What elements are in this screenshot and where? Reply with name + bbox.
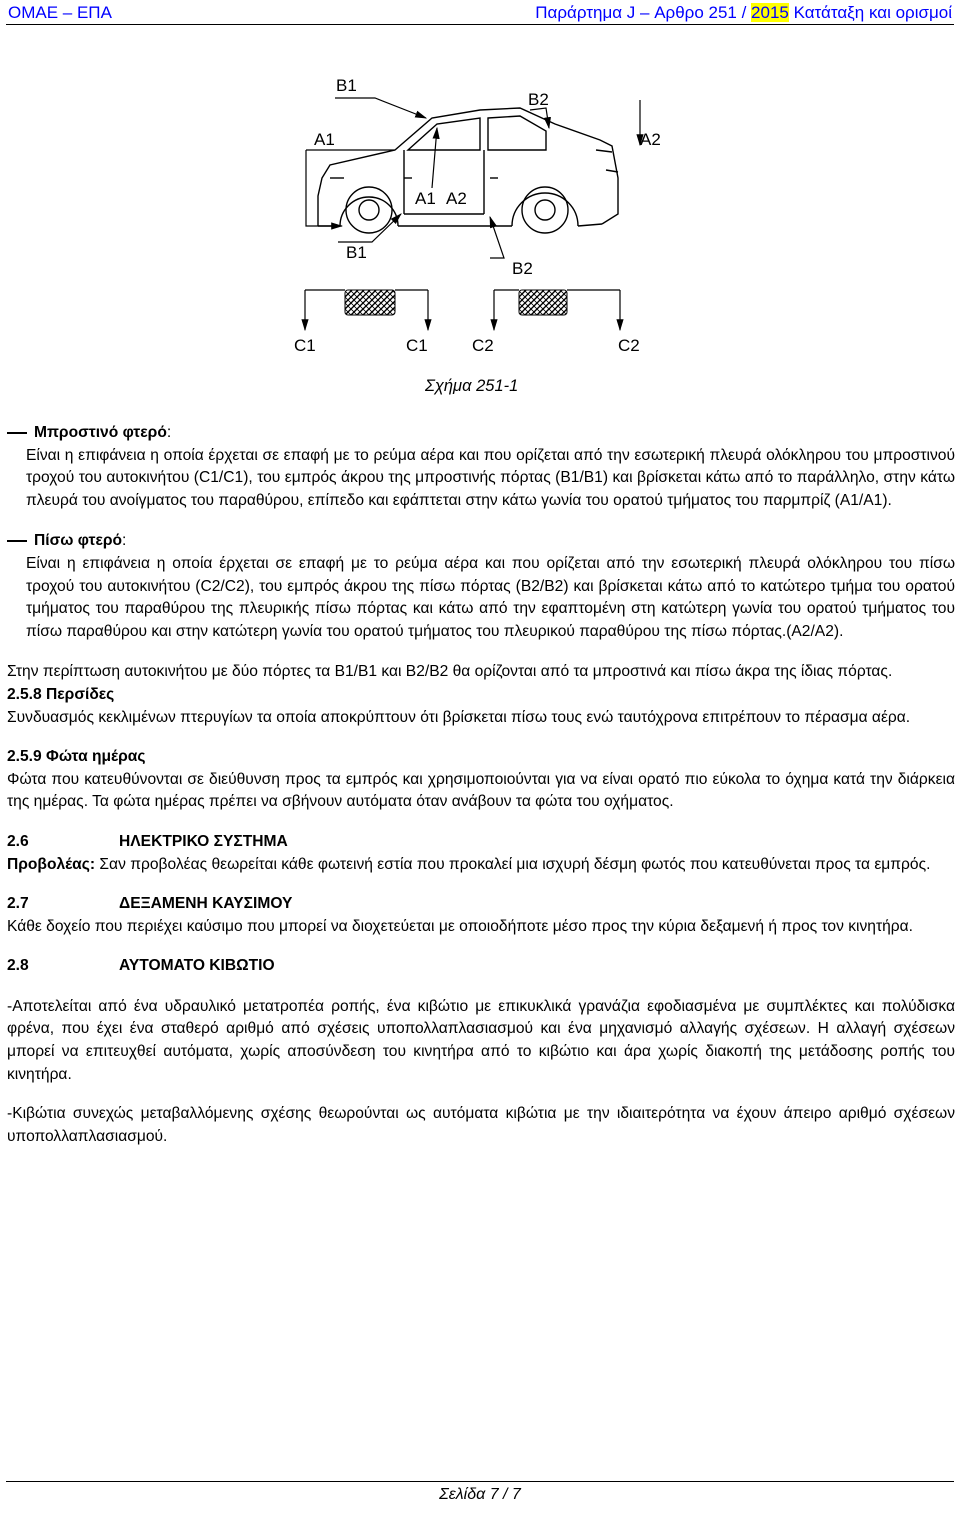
- label-c2-b: C2: [618, 336, 640, 355]
- figure-caption: Σχήμα 251-1: [425, 377, 519, 395]
- label-b2-low: B2: [512, 259, 533, 278]
- section-number: 2.6: [7, 832, 29, 850]
- section-2-5-8: [7, 684, 955, 729]
- section-2-7: [7, 893, 955, 938]
- definition-term: Πίσω φτερό: [34, 532, 123, 550]
- definition-rear-fender: Πίσω φτερό: Είναι η επιφάνεια η οποία έρχεται σε επαφή με το ρεύμα αέρα και που ορίζεται από την εσωτερική πλευρά ολόκληρου του πίσω τροχού του αυτοκινήτου (C2/C2), του εμπρός άκρου της πίσω πόρτας (B2/B2) και βρίσκεται κάτω από το κατώτερο τμήμα του ορατού τμήματος του παραθύρου της πλευρικής πίσω πόρτας και κάτω από την εφαπτομένη στη κατώτερη γωνία του ορατού τμήματος του πίσω παραθύρου και στην κατώτερη γωνία του ορατού τμήματος του πλευρικού παραθύρου της πίσω πόρτας.(A2/A2).: [7, 530, 955, 643]
- definition-term: Μπροστινό φτερό: [34, 424, 167, 441]
- label-c1-b: C1: [406, 336, 428, 355]
- header-org: ΟΜΑΕ – ΕΠΑ: [8, 3, 112, 22]
- header-annex: Παράρτημα J – Αρθρο 251 /: [535, 3, 752, 22]
- section-number: 2.8: [7, 957, 29, 975]
- section-text: -Αποτελείται από ένα υδραυλικό μετατροπέα ροπής, ένα κιβώτιο με επικυκλικά γρανάζια εφοδιασμένα με συμπλέκτες και πολύδισκα φρένα, που έχει ένα σταθερό αριθμό από σχέσεις υποπολλαπλασιασμού και ένα μηχανισμό αλλαγής σχέσεων. Η αλλαγή σχέσεων μπορεί να επιτευχθεί αυτόματα, χωρίς αποσύνδεση του κινητήρα από το κιβώτιο και άρα χωρίς διακοπή της μετάδοσης ροπής του κινητήρα.: [7, 997, 955, 1083]
- section-text: -Κιβώτια συνεχώς μεταβαλλόμενης σχέσης θεωρούνται ως αυτόματα κιβώτια με την ιδιαιτερότητα να έχουν άπειρο αριθμό σχέσεων υποπολλαπλασιασμού.: [7, 1105, 955, 1145]
- section-2-6: [7, 831, 955, 876]
- section-title: ΑΥΤΟΜΑΤΟ ΚΙΒΩΤΙΟ: [119, 957, 275, 975]
- section-term: Προβολέας:: [7, 855, 96, 873]
- section-2-8: [7, 955, 955, 1148]
- label-b1-low: B1: [346, 243, 367, 262]
- section-text: Φώτα που κατευθύνονται σε διεύθυνση προς τα εμπρός και χρησιμοποιούνται για να είναι ορατό πιο εύκολα το όχημα κατά την διάρκεια της ημέρας. Τα φώτα ημέρας πρέπει να σβήνουν αυτόματα όταν ανάβουν τα φώτα του οχήματος.: [7, 770, 955, 811]
- label-c2-a: C2: [472, 336, 494, 355]
- label-a2-right: A2: [640, 130, 661, 149]
- section-2-5-9: [7, 746, 955, 814]
- section-number: 2.7: [7, 895, 29, 913]
- definition-text: Είναι η επιφάνεια η οποία έρχεται σε επαφή με το ρεύμα αέρα και που ορίζεται από την εσωτερική πλευρά ολόκληρου του πίσω τροχού του αυτοκινήτου (C2/C2), του εμπρός άκρου της πίσω πόρτας (B2/B2) και βρίσκεται κάτω από το κατώτερο τμήμα του ορατού τμήματος του παραθύρου της πλευρικής πίσω πόρτας και κάτω από την εφαπτομένη στη κατώτερη γωνία του ορατού τμήματος του πίσω παραθύρου και στην κατώτερη γωνία του ορατού τμήματος του πλευρικού παραθύρου της πίσω πόρτας.(A2/A2).: [26, 554, 955, 640]
- dash-bullet: [7, 540, 27, 542]
- section-text: Συνδυασμός κεκλιμένων πτερυγίων τα οποία αποκρύπτουν ότι βρίσκεται πίσω τους ενώ ταυτόχρονα επιτρέπουν το πέρασμα αέρα.: [7, 708, 911, 726]
- label-a1-mid: A1: [415, 189, 436, 208]
- section-title: 2.5.8 Περσίδες: [7, 685, 115, 703]
- definition-text: Είναι η επιφάνεια η οποία έρχεται σε επαφή με το ρεύμα αέρα και που ορίζεται από την εσωτερική πλευρά ολόκληρου του μπροστινού τροχού του αυτοκινήτου (C1/C1), του εμπρός άκρου της μπροστινής πόρτας (B1/B1) και βρίσκεται κάτω από το παράλληλο, στην κάτω πλευρά του ανοίγματος του παραθύρου, επίπεδο και εφάπτεται στην κάτω γωνία του ορατού τμήματος του παρμπρίζ (A1/A1).: [26, 446, 955, 509]
- dash-bullet: [7, 432, 27, 434]
- section-title: 2.5.9 Φώτα ημέρας: [7, 748, 146, 766]
- header-year: 2015: [751, 3, 789, 22]
- definition-front-fender: Μπροστινό φτερό: Είναι η επιφάνεια η οποία έρχεται σε επαφή με το ρεύμα αέρα και που ορίζεται από την εσωτερική πλευρά ολόκληρου του μπροστινού τροχού του αυτοκινήτου (C1/C1), του εμπρός άκρου της μπροστινής πόρτας (B1/B1) και βρίσκεται κάτω από το παράλληλο, στην κάτω πλευρά του ανοίγματος του παραθύρου, επίπεδο και εφάπτεται στην κάτω γωνία του ορατού τμήματος του παρμπρίζ (A1/A1).: [7, 422, 955, 512]
- section-text: Κάθε δοχείο που περιέχει καύσιμο που μπορεί να διοχετεύεται με οποιοδήποτε μέσο προς την κύρια δεξαμενή ή προς τον κινητήρα.: [7, 917, 914, 935]
- car-body-outline: [318, 108, 618, 226]
- label-c1-a: C1: [294, 336, 316, 355]
- pads: [345, 290, 567, 315]
- document-body: [7, 422, 955, 1165]
- header-topic: Κατάταξη και ορισμοί: [788, 3, 952, 22]
- section-title: ΗΛΕΚΤΡΙΚΟ ΣΥΣΤΗΜΑ: [119, 832, 288, 850]
- section-title: ΔΕΞΑΜΕΝΗ ΚΑΥΣΙΜΟΥ: [119, 895, 293, 913]
- label-a2-mid: A2: [446, 189, 467, 208]
- car-fender-diagram: [0, 0, 960, 370]
- label-b1-top: B1: [336, 76, 357, 95]
- page-footer: Σελίδα 7 / 7: [6, 1481, 954, 1516]
- label-a1-left: A1: [314, 130, 335, 149]
- two-door-note: Στην περίπτωση αυτοκινήτου με δύο πόρτες τα B1/B1 και B2/B2 θα ορίζονται από τα μπροστινά και πίσω άκρα της ίδιας πόρτας.: [7, 663, 893, 681]
- label-b2-top: B2: [528, 90, 549, 109]
- section-text: Προβολέας: Σαν προβολέας θεωρείται κάθε φωτεινή εστία που προκαλεί μια ισχυρή δέσμη φωτός που κατευθύνεται προς τα εμπρός.: [7, 855, 931, 873]
